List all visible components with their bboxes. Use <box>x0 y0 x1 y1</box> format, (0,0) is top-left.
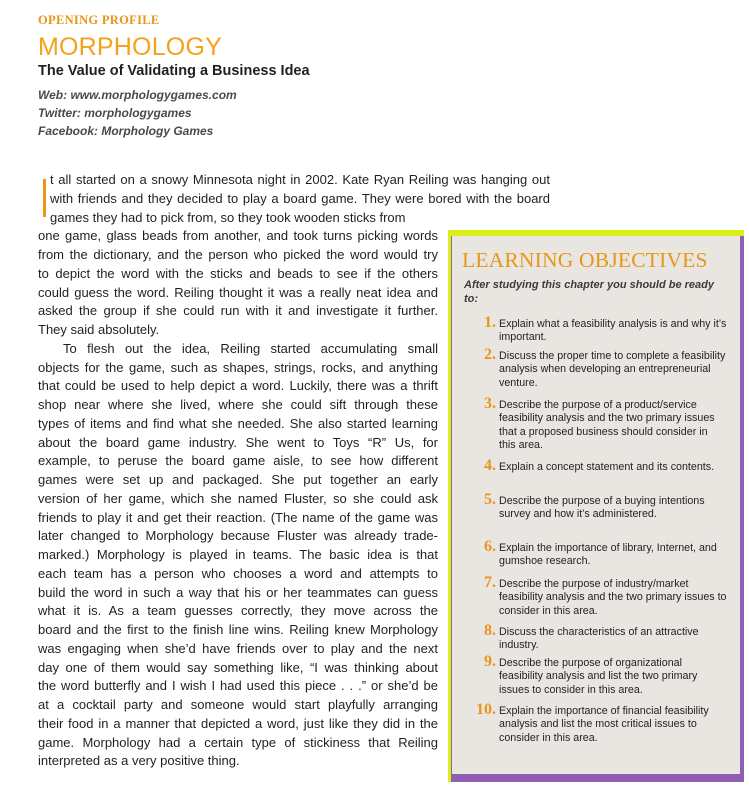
body-line: t all started on a snowy Minnesota night in 2002. Kate Ryan Reiling was hanging out <box>50 172 550 187</box>
body-line: shop near where she lived, where she could sift through these <box>38 397 438 412</box>
learning-objectives-title: LEARNING OBJECTIVES <box>462 248 708 272</box>
objective-text: Discuss the proper time to complete a feasibility analysis when developing an entrepreneurial venture. <box>499 350 726 389</box>
body-line: game. Morphology had a certain type of stickiness that Reiling <box>38 734 438 750</box>
body-line: build the word in such a way that his or her teammates can guess <box>38 584 438 600</box>
objective-text: Explain the importance of library, Internet, and gumshoe research. <box>499 542 717 568</box>
article-subtitle: The Value of Validating a Business Idea <box>38 63 310 79</box>
body-line: board and the first to the finish line wins. Reiling knew Morphology <box>38 622 438 637</box>
objective-number: 5. <box>484 491 496 508</box>
body-line: their food in a manner that depicted a word, just like they did in the <box>38 715 438 731</box>
body-line: each team has a person who chooses a word and attempts to <box>38 565 438 581</box>
objective-number: 1. <box>484 314 496 331</box>
objective-text: Explain a concept statement and its contents. <box>499 461 715 473</box>
objective-number: 6. <box>484 538 496 555</box>
learning-objectives-intro: After studying this chapter you should be ready to: <box>464 279 714 305</box>
objective-number: 7. <box>484 574 496 591</box>
facebook-page: Facebook: Morphology Games <box>38 124 214 138</box>
body-line: objects for the game, such as shapes, strings, rocks, and anything <box>38 359 438 375</box>
objective-number: 3. <box>484 395 496 412</box>
body-line: types of items and find what she needed. She also started learning <box>38 415 438 431</box>
body-line: games they had to pick from, so they took wooden sticks from <box>50 209 406 225</box>
objective-number: 2. <box>484 346 496 363</box>
body-line: at a cocktail party and someone would start playfully arranging <box>38 697 438 712</box>
body-line: games were set up and packaged. She put together an early <box>38 472 438 487</box>
objective-number: 8. <box>484 622 496 639</box>
body-line: They said absolutely. <box>38 322 160 337</box>
web-link[interactable]: Web: www.morphologygames.com <box>38 88 237 102</box>
objective-text: Explain what a feasibility analysis is and why it’s important. <box>499 318 727 344</box>
body-line: friends to play it and get their reaction. (The name of the game was <box>38 509 438 525</box>
body-line: later changed to Morphology because Fluster was already trade- <box>38 528 438 544</box>
body-line: the word butterfly and I wish I had used this piece . . .” or she’d be <box>38 678 438 694</box>
body-line: asked the group if she could run with it and investigate it further. <box>38 303 438 319</box>
body-line: one game, glass beads from another, and took turns picking words <box>38 228 438 244</box>
body-line: marked.) Morphology is played in teams. The basic idea is that <box>38 547 438 562</box>
body-line: day one of them would say something like, “I was thinking about <box>38 659 438 675</box>
body-line: what it is. As a team guesses correctly, they move across the <box>38 603 438 619</box>
opening-profile-label: OPENING PROFILE <box>38 13 160 27</box>
body-line: could guess the word. Reiling thought it was a really neat idea and <box>38 284 438 300</box>
objective-text: Discuss the characteristics of an attractive industry. <box>499 626 699 652</box>
objective-number: 4. <box>484 457 496 474</box>
twitter-handle: Twitter: morphologygames <box>38 106 192 120</box>
body-line: To flesh out the idea, Reiling started accumulating small <box>63 340 438 356</box>
body-line: with friends and they decided to play a board game. They were bored with the board <box>50 190 550 206</box>
body-line: from the dictionary, and the person who picked the word would try <box>38 247 438 262</box>
body-line: version of her game, which she named Fluster, so she could ask <box>38 490 438 506</box>
body-line: example, to peruse the board game aisle, to see how different <box>38 453 438 469</box>
objective-number: 9. <box>484 653 496 670</box>
body-line: that could be used to help depict a word. Luckily, there was a thrift <box>38 378 438 394</box>
drop-cap-i <box>43 179 46 217</box>
body-line: to depict the word with the sticks and beads to see if the others <box>38 265 438 281</box>
objective-text: Describe the purpose of organizational feasibility analysis and list the two primary issues to consider in this area. <box>499 657 698 696</box>
body-line: about the board game industry. She went to Toys “R” Us, for <box>38 434 438 450</box>
objective-text: Describe the purpose of a buying intentions survey and how it’s administered. <box>499 495 705 521</box>
objective-text: Describe the purpose of a product/service feasibility analysis and the two primary issues that a proposed business should consider in this area. <box>499 399 715 452</box>
objective-text: Explain the importance of financial feasibility analysis and list the most critical issues to consider in this area. <box>499 705 709 744</box>
company-title: MORPHOLOGY <box>38 33 222 61</box>
body-line: was engaging when she’d have friends over to play and the next <box>38 640 438 656</box>
body-line: interpreted as a very positive thing. <box>38 753 240 769</box>
objective-text: Describe the purpose of industry/market feasibility analysis and the two primary issues to consider in this area. <box>499 578 727 617</box>
objective-number: 10. <box>476 701 496 718</box>
